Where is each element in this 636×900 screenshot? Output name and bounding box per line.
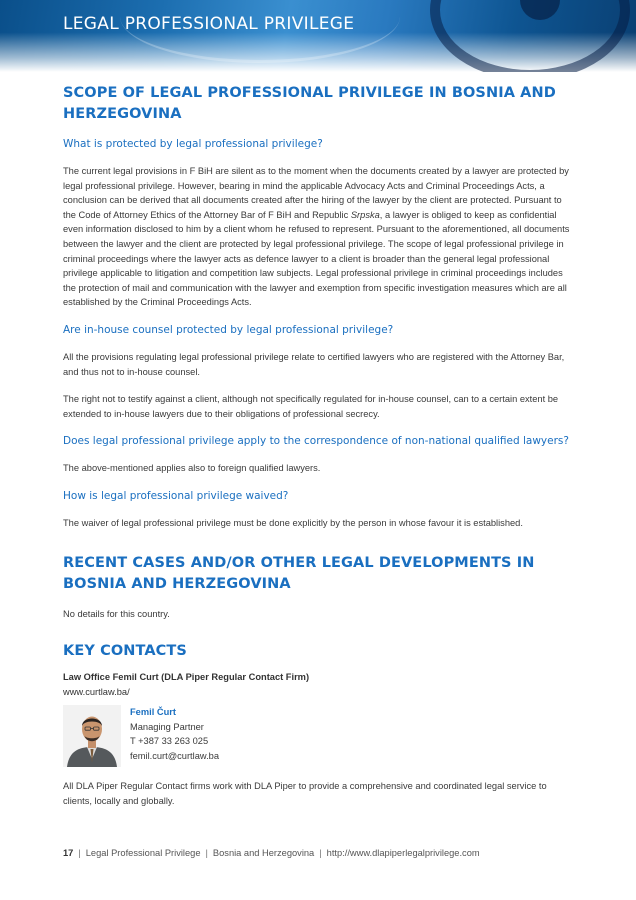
answer-italic-text: Srpska [350,209,380,220]
section-body: No details for this country. [63,608,170,619]
section-heading-key-contacts: KEY CONTACTS [63,643,187,660]
main-content [63,83,573,808]
header-banner [0,0,636,72]
person-email[interactable]: femil.curt@curtlaw.ba [130,751,220,762]
footer-url[interactable]: http://www.dlapiperlegalprivilege.com [326,848,480,858]
answer-paragraph: All the provisions regulating legal professional privilege relate to certified lawyers who are registered with the Attorney Bar, and thus not to in-house counsel. [63,351,565,377]
contact-person [63,705,573,767]
answer-paragraph: The waiver of legal professional privilege must be done explicitly by the person in whose favour it is established. [63,517,523,528]
question-heading: How is legal professional privilege waived? [63,489,289,502]
person-details [130,705,219,767]
footer-separator: | [205,848,208,858]
contact-firm-name: Law Office Femil Curt (DLA Piper Regular Contact Firm) [63,672,310,683]
question-heading: What is protected by legal professional privilege? [63,138,323,150]
person-photo [63,705,121,767]
footer-country: Bosnia and Herzegovina [212,848,315,858]
question-heading: Does legal professional privilege apply to the correspondence of non-national qualified lawyers? [63,435,569,448]
banner-title: LEGAL PROFESSIONAL PRIVILEGE [63,14,355,34]
footer-separator: | [78,848,81,858]
page-footer [63,848,480,858]
section-heading-scope: SCOPE OF LEGAL PROFESSIONAL PRIVILEGE IN BOSNIA AND HERZEGOVINA [63,85,556,122]
section-heading-recent-cases: RECENT CASES AND/OR OTHER LEGAL DEVELOPMENTS IN BOSNIA AND HERZEGOVINA [63,554,535,592]
person-name: Femil Čurt [130,707,176,718]
answer-text: The current legal provisions in F BiH are silent as to the moment when the documents created by a lawyer are protected by legal professional privilege. However, bearing in mind the applicable Advocacy Acts and Criminal Proceedings Acts, a conclusion can be derived that all documents created after the hiring of the lawyer by the client are protected. Pursuant to the Code of Attorney Ethics of the Attorney Bar of F BiH and Republic [63,166,569,220]
contact-firm-url[interactable]: www.curtlaw.ba/ [63,686,130,697]
contact-note: All DLA Piper Regular Contact firms work with DLA Piper to provide a comprehensive and coordinated legal service to clients, locally and globally. [63,781,547,806]
footer-doc-title: Legal Professional Privilege [85,848,201,858]
person-title: Managing Partner [130,721,204,732]
footer-separator: | [319,848,322,858]
person-phone: T +387 33 263 025 [130,736,209,747]
page-number: 17 [63,848,74,858]
answer-paragraph: The right not to testify against a client, although not specifically regulated for in-house counsel, can to a certain extent be extended to in-house lawyers due to their obligations of professional secrecy. [63,394,559,419]
answer-paragraph: The above-mentioned applies also to foreign qualified lawyers. [63,463,321,474]
question-heading: Are in-house counsel protected by legal professional privilege? [63,323,394,336]
answer-paragraph [63,164,573,310]
answer-text: , a lawyer is obliged to keep as confidential even information disclosed to him by a client whom he refused to represent. Pursuant to the aforementioned, all documents between the lawyer and the client are protected by legal professional privilege. The scope of legal professional privilege in criminal proceedings where the lawyer acts as defence lawyer to a client is broader than the general legal professional privilege applicable to litigation and competition law subjects. Legal professional privilege in criminal proceedings includes the protection of mail and communication with the lawyer and exemption from specific investigation measures which are all established by the Criminal Proceedings Acts. [63,209,570,308]
